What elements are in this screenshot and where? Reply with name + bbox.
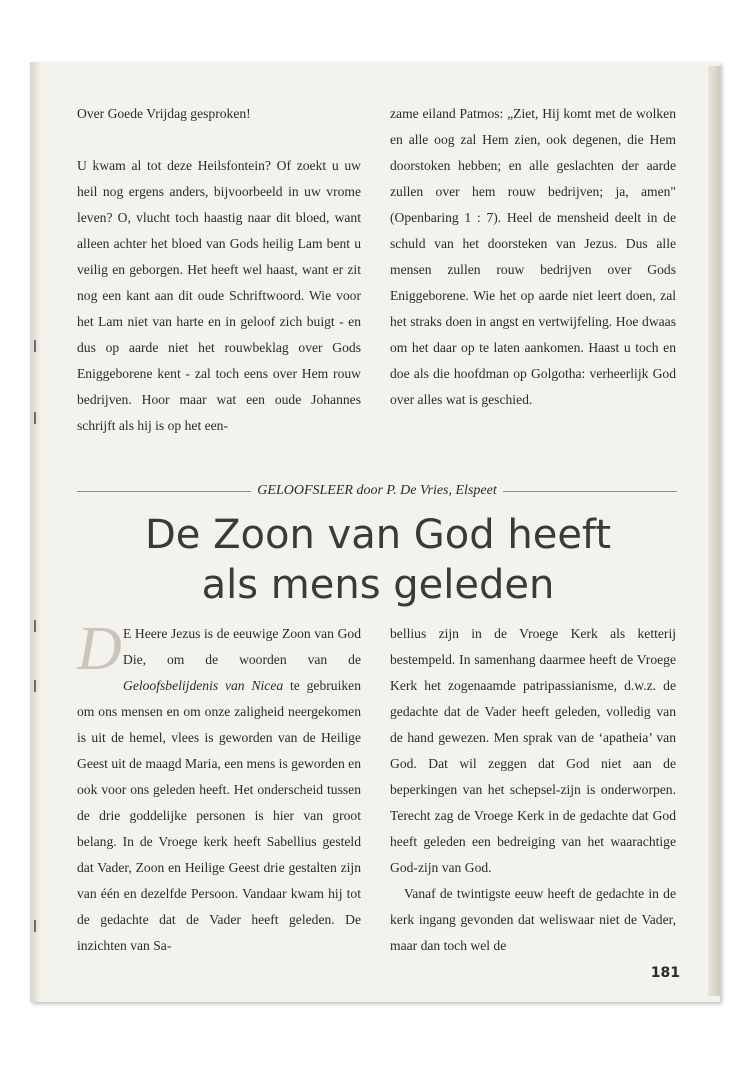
paragraph: Vanaf de twintigste eeuw heeft de gedachte in de kerk ingang gevonden dat weliswaar niet de Vader, maar dan toch wel de: [390, 886, 676, 953]
binding-mark: [34, 620, 36, 632]
bottom-right-column: [390, 621, 676, 959]
divider-rule: [503, 491, 677, 492]
binding-mark: [34, 680, 36, 692]
paragraph: [77, 615, 361, 959]
top-right-column: [390, 101, 676, 413]
paragraph-text: E Heere Jezus is de eeuwige Zoon van God Die, om de woorden van de: [123, 626, 361, 667]
title-line: De Zoon van God heeft: [145, 512, 611, 558]
binding-mark: [34, 340, 36, 352]
italic-title: Geloofsbelijdenis van Nicea: [123, 678, 284, 693]
byline-door: door: [352, 483, 387, 498]
bottom-left-column: [77, 615, 361, 959]
binding-mark: [34, 412, 36, 424]
top-left-column: [77, 101, 361, 439]
paragraph: Over Goede Vrijdag gesproken!: [77, 106, 251, 121]
binding-mark: [34, 920, 36, 932]
section-label: GELOOFSLEER: [257, 483, 353, 498]
byline-row: [77, 480, 677, 502]
paragraph: zame eiland Patmos: „Ziet, Hij komt met de wolken en alle oog zal Hem zien, ook degenen, die Hem doorstoken hebben; en alle geslachten der aarde zullen over hem rouw bedrijven; ja, amen" (Openbaring 1 : 7). Heel de mensheid deelt in de schuld van het doorsteken van Jezus. Dus alle mensen zullen rouw bedrijven over Gods Eniggeborene. Wie het op aarde niet leert doen, zal het straks doen in angst en vertwijfeling. Hoe dwaas om het daar op te laten aankomen. Haast u toch en doe als die hoofdman op Golgotha: verheerlijk God over alles wat is geschied.: [390, 106, 676, 407]
divider-rule: [77, 491, 251, 492]
paragraph: U kwam al tot deze Heilsfontein? Of zoekt u uw heil nog ergens anders, bijvoorbeeld in uw vrome leven? O, vlucht toch haastig naar dit bloed, want alleen achter het bloed van Gods heilig Lam bent u veilig en geborgen. Het heeft wel haast, want er zit nog een kant aan dit oude Schriftwoord. Wie voor het Lam niet van harte en in geloof zich buigt - en dus op aarde niet het rouwbeklag over Gods Eniggeborene kent - zal toch eens over Hem rouw bedrijven. Hoor maar wat een oude Johannes schrijft als hij is op het een-: [77, 158, 361, 433]
paragraph: bellius zijn in de Vroege Kerk als ketterij bestempeld. In samenhang daarmee heeft de Vroege Kerk het zogenaamde patripassianisme, d.w.z. de gedachte dat de Vader heeft geleden, volledig van de hand gewezen. Men sprak van de ‘apatheia’ van God. Dat wil zeggen dat God niet aan de beperkingen van het schepsel-zijn is onderworpen. Terecht zag de Vroege Kerk in de gedachte dat God heeft geleden een bedreiging van het waarachtige God-zijn van God.: [390, 626, 676, 875]
drop-cap: D: [77, 615, 122, 683]
paragraph-text: te gebruiken om ons mensen en om onze zaligheid neergekomen is uit de hemel, vlees is geworden van de Heilige Geest uit de maagd Maria, een mens is geworden en ook voor ons geleden heeft. Het onderscheid tussen de drie goddelijke personen is hier van groot belang. In de Vroege kerk heeft Sabellius gesteld dat Vader, Zoon en Heilige Geest drie gestalten zijn van één en dezelfde Persoon. Vandaar kwam hij tot de gedachte dat de Vader heeft geleden. De inzichten van Sa-: [77, 678, 361, 953]
article-title: [60, 510, 696, 610]
page-spine: [30, 62, 40, 1002]
author-name: P. De Vries, Elspeet: [386, 483, 497, 498]
page-number: 181: [650, 965, 680, 981]
page-edge: [708, 66, 720, 996]
byline: [257, 483, 496, 499]
title-line: als mens geleden: [201, 562, 555, 608]
